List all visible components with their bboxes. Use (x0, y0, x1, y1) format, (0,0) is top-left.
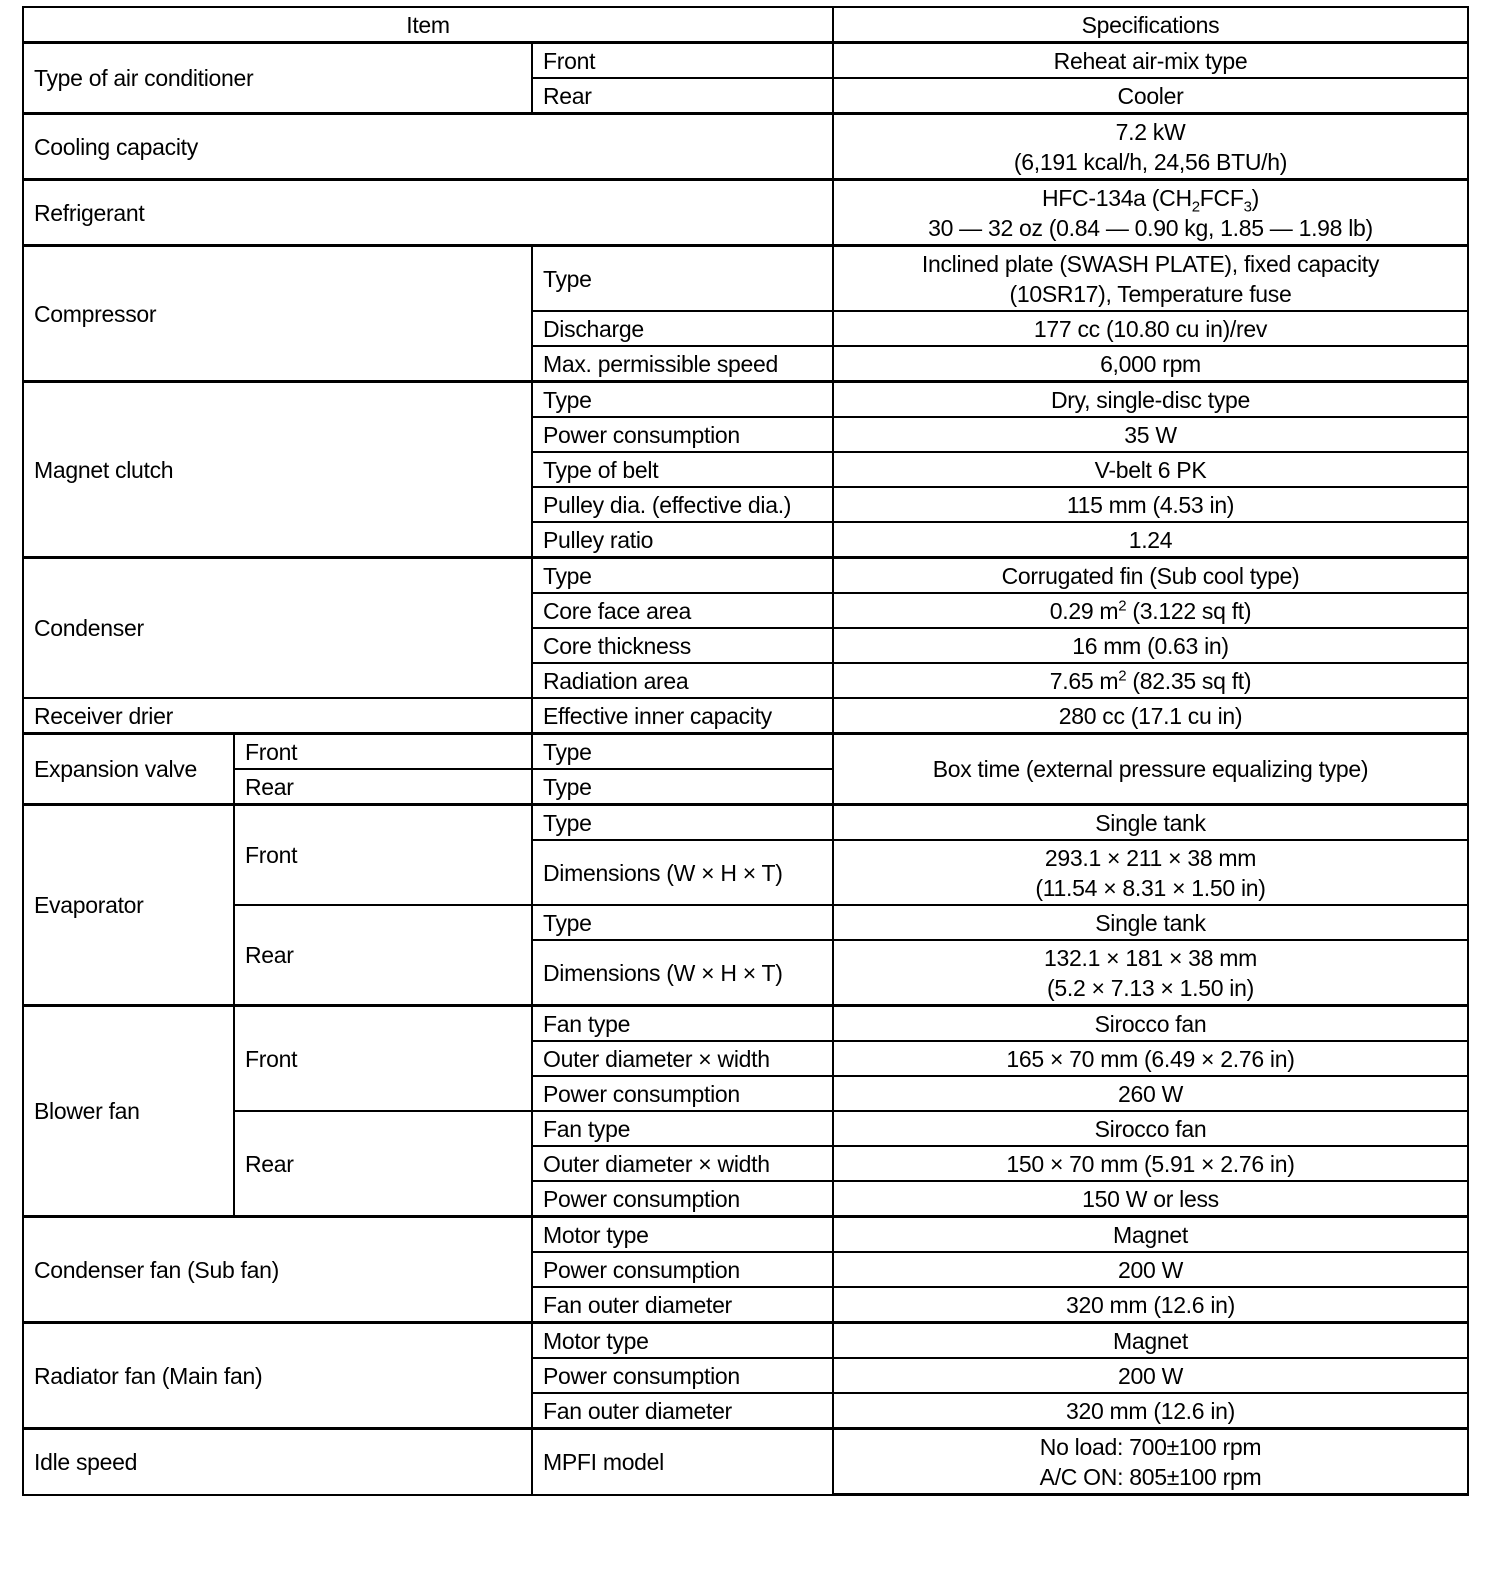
spec-value: 115 mm (4.53 in) (833, 487, 1468, 522)
spec-value-line: (10SR17), Temperature fuse (1009, 280, 1292, 307)
sub-label: Outer diameter × width (532, 1041, 833, 1076)
position-label: Rear (234, 769, 532, 805)
table-row (23, 43, 1468, 79)
table-row (23, 1111, 1468, 1146)
spec-value: 150 W or less (833, 1181, 1468, 1217)
spec-value: 320 mm (12.6 in) (833, 1393, 1468, 1429)
spec-value: 260 W (833, 1076, 1468, 1111)
sub-label: Type (532, 246, 833, 312)
sub-label: Power consumption (532, 1252, 833, 1287)
row-label: Compressor (23, 246, 532, 382)
spec-value-line: (5.2 × 7.13 × 1.50 in) (1047, 974, 1254, 1001)
sub-label: Fan type (532, 1111, 833, 1146)
spec-value: 150 × 70 mm (5.91 × 2.76 in) (833, 1146, 1468, 1181)
text: HFC-134a (CH (1041, 184, 1192, 211)
spec-value-line: Inclined plate (SWASH PLATE), fixed capacity (921, 250, 1380, 277)
spec-value-line: A/C ON: 805±100 rpm (1039, 1463, 1262, 1490)
spec-value: Sirocco fan (833, 1006, 1468, 1042)
spec-value: Magnet (833, 1323, 1468, 1359)
spec-value: 280 cc (17.1 cu in) (833, 698, 1468, 734)
sub-label: Radiation area (532, 663, 833, 698)
sub-label: Motor type (532, 1323, 833, 1359)
text: ) (1251, 184, 1260, 211)
row-label: Expansion valve (23, 734, 234, 805)
spec-value: V-belt 6 PK (833, 452, 1468, 487)
table-row (23, 905, 1468, 940)
table-row (23, 382, 1468, 418)
row-label: Idle speed (23, 1429, 532, 1495)
sub-label: Dimensions (W × H × T) (532, 940, 833, 1006)
table-row (23, 1217, 1468, 1253)
spec-value-line: 7.2 kW (1115, 118, 1186, 145)
table-row (23, 805, 1468, 841)
spec-value (833, 663, 1468, 698)
table-row (23, 180, 1468, 246)
row-label: Blower fan (23, 1006, 234, 1217)
spec-value: Single tank (833, 805, 1468, 841)
sub-label: MPFI model (532, 1429, 833, 1495)
position-label: Rear (234, 905, 532, 1006)
superscript: 2 (1118, 666, 1127, 684)
sub-label: Motor type (532, 1217, 833, 1253)
sub-label: Power consumption (532, 1181, 833, 1217)
sub-label: Effective inner capacity (532, 698, 833, 734)
position-label: Front (234, 1006, 532, 1112)
row-label: Condenser fan (Sub fan) (23, 1217, 532, 1323)
sub-label: Front (532, 43, 833, 79)
spec-value (833, 180, 1468, 246)
spec-value: 200 W (833, 1252, 1468, 1287)
table-row (23, 698, 1468, 734)
spec-value (833, 593, 1468, 628)
sub-label: Type (532, 382, 833, 418)
header-row (23, 7, 1468, 43)
table-row (23, 1323, 1468, 1359)
text: FCF (1199, 184, 1244, 211)
sub-label: Type (532, 734, 833, 770)
item-header: Item (23, 7, 833, 43)
sub-label: Outer diameter × width (532, 1146, 833, 1181)
sub-label: Pulley ratio (532, 522, 833, 558)
sub-label: Pulley dia. (effective dia.) (532, 487, 833, 522)
spec-value (833, 840, 1468, 905)
spec-value-line: 30 — 32 oz (0.84 — 0.90 kg, 1.85 — 1.98 lb) (928, 214, 1373, 241)
table-row (23, 558, 1468, 594)
spec-value (833, 114, 1468, 180)
spec-value: 320 mm (12.6 in) (833, 1287, 1468, 1323)
spec-value: 6,000 rpm (833, 346, 1468, 382)
table-row (23, 114, 1468, 180)
spec-value (833, 940, 1468, 1006)
spec-value: Reheat air-mix type (833, 43, 1468, 79)
spec-value: Single tank (833, 905, 1468, 940)
row-label: Refrigerant (23, 180, 833, 246)
spec-value: 35 W (833, 417, 1468, 452)
spec-value-line: 132.1 × 181 × 38 mm (1044, 944, 1257, 971)
spec-value: 165 × 70 mm (6.49 × 2.76 in) (833, 1041, 1468, 1076)
sub-label: Rear (532, 78, 833, 114)
spec-value: 200 W (833, 1358, 1468, 1393)
subscript: 2 (1191, 198, 1200, 216)
sub-label: Core face area (532, 593, 833, 628)
sub-label: Type (532, 905, 833, 940)
row-label: Evaporator (23, 805, 234, 1006)
position-label: Rear (234, 1111, 532, 1217)
row-label: Receiver drier (23, 698, 532, 734)
row-label: Cooling capacity (23, 114, 833, 180)
sub-label: Power consumption (532, 417, 833, 452)
spec-value: 177 cc (10.80 cu in)/rev (833, 311, 1468, 346)
row-label: Magnet clutch (23, 382, 532, 558)
spec-value: Sirocco fan (833, 1111, 1468, 1146)
sub-label: Fan outer diameter (532, 1287, 833, 1323)
spec-value: Box time (external pressure equalizing type) (833, 734, 1468, 805)
sub-label: Max. permissible speed (532, 346, 833, 382)
sub-label: Fan outer diameter (532, 1393, 833, 1429)
position-label: Front (234, 805, 532, 906)
spec-value: Corrugated fin (Sub cool type) (833, 558, 1468, 594)
text: (82.35 sq ft) (1126, 667, 1252, 694)
spec-value (833, 246, 1468, 312)
specifications-table (22, 6, 1469, 1496)
spec-value: Cooler (833, 78, 1468, 114)
sub-label: Power consumption (532, 1358, 833, 1393)
spec-value-line (844, 183, 1457, 216)
spec-value: 16 mm (0.63 in) (833, 628, 1468, 663)
spec-value-line: 293.1 × 211 × 38 mm (1044, 844, 1257, 871)
text: 7.65 m (1049, 667, 1119, 694)
sub-label: Power consumption (532, 1076, 833, 1111)
superscript: 2 (1118, 596, 1127, 614)
sub-label: Type (532, 558, 833, 594)
row-label: Condenser (23, 558, 532, 699)
sub-label: Type of belt (532, 452, 833, 487)
table-row (23, 734, 1468, 770)
sub-label: Type (532, 805, 833, 841)
row-label: Type of air conditioner (23, 43, 532, 114)
sub-label: Type (532, 769, 833, 805)
table-row (23, 1429, 1468, 1495)
spec-value: Dry, single-disc type (833, 382, 1468, 418)
table-row (23, 246, 1468, 312)
spec-value-line: (6,191 kcal/h, 24,56 BTU/h) (1013, 148, 1288, 175)
sub-label: Fan type (532, 1006, 833, 1042)
text: 0.29 m (1049, 597, 1119, 624)
spec-value-line: (11.54 × 8.31 × 1.50 in) (1035, 874, 1266, 901)
position-label: Front (234, 734, 532, 770)
spec-value-line: No load: 700±100 rpm (1039, 1433, 1262, 1460)
table-row (23, 1006, 1468, 1042)
spec-value: 1.24 (833, 522, 1468, 558)
spec-value (833, 1429, 1468, 1495)
sub-label: Discharge (532, 311, 833, 346)
spec-value: Magnet (833, 1217, 1468, 1253)
specifications-header: Specifications (833, 7, 1468, 43)
sub-label: Core thickness (532, 628, 833, 663)
row-label: Radiator fan (Main fan) (23, 1323, 532, 1429)
text: (3.122 sq ft) (1126, 597, 1252, 624)
subscript: 3 (1243, 198, 1252, 216)
sub-label: Dimensions (W × H × T) (532, 840, 833, 905)
